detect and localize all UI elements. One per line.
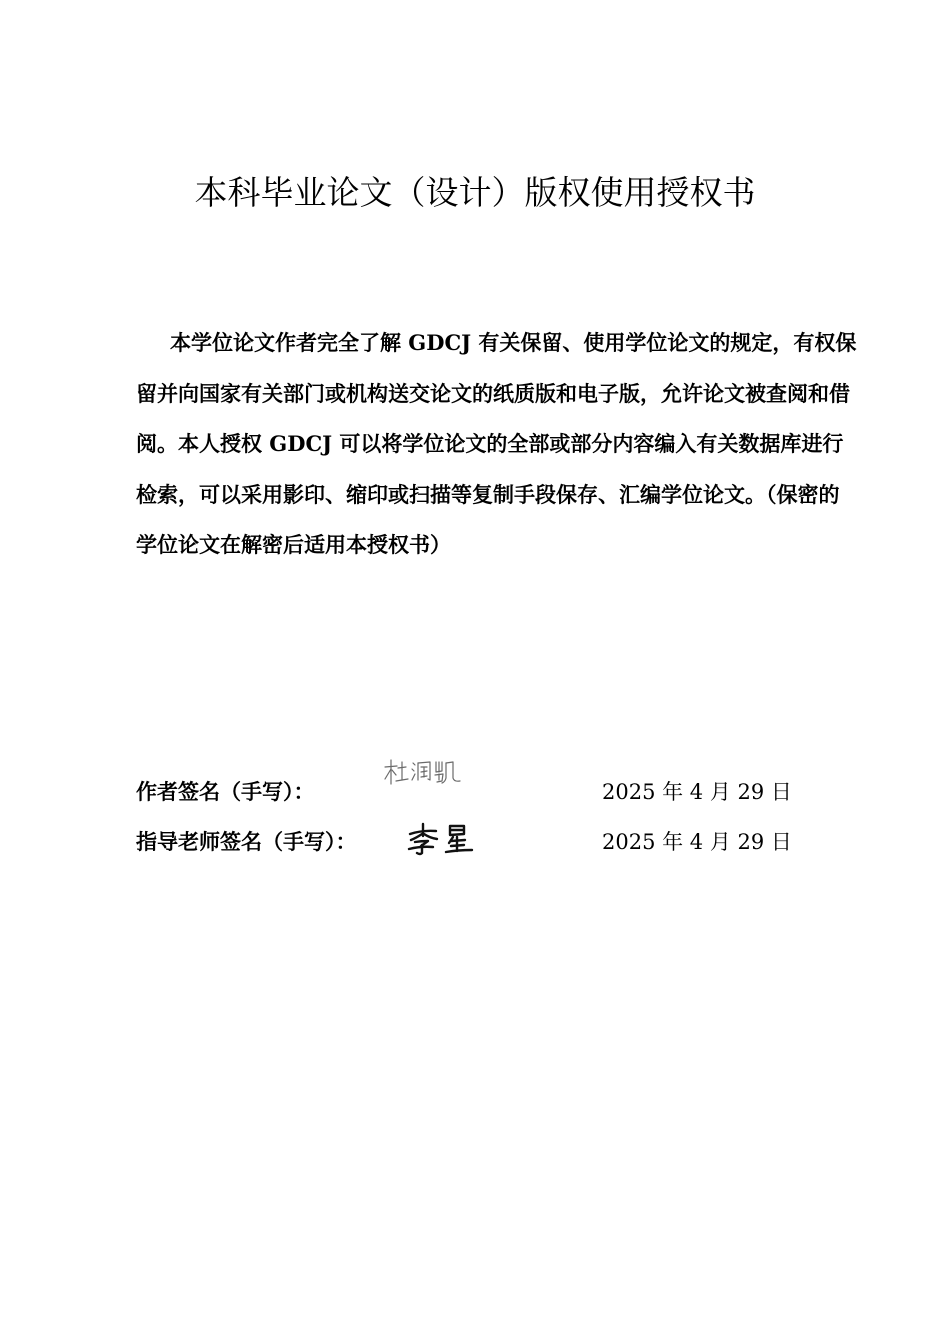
advisor-signature-label: 指导老师签名（手写）： — [136, 829, 357, 854]
page-title: 本科毕业论文（设计）版权使用授权书 — [194, 173, 756, 212]
advisor-handwritten-signature — [406, 822, 486, 856]
author-handwritten-signature — [382, 758, 468, 792]
author-signature-label: 作者签名（手写）： — [136, 779, 315, 804]
authorization-paragraph — [136, 318, 860, 571]
author-signature-row — [136, 772, 836, 812]
author-signature-date: 2025 年 4 月 29 日 — [602, 780, 792, 804]
advisor-signature-row — [136, 822, 836, 862]
advisor-signature-date: 2025 年 4 月 29 日 — [602, 830, 792, 854]
paragraph-text: 本学位论文作者完全了解 GDCJ 有关保留、使用学位论文的规定，有权保留并向国家有关部门或机构送交论文的纸质版和电子版，允许论文被查阅和借阅。本人授权 GDCJ 可以将学位论文的全部或部分内容编入有关数据库进行检索，可以采用影印、缩印或扫描等复制手段保存、汇编学位论文。（保密的学位论文在解密后适用本授权书） — [136, 330, 857, 557]
